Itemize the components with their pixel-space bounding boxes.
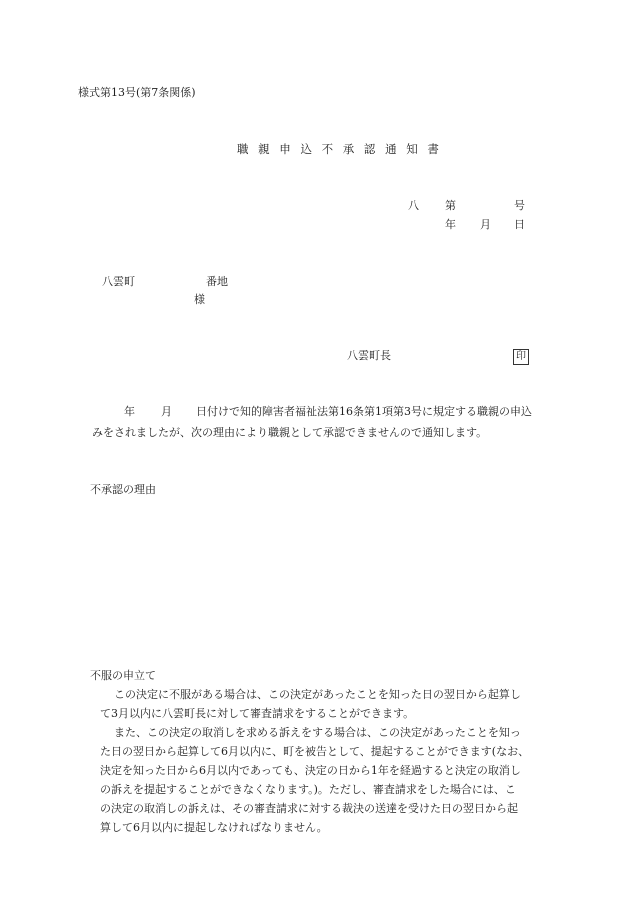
appeal-line-7: の決定の取消しの訴えは、その審査請求に対する裁決の送達を受けた日の翌日から起 [100, 802, 518, 815]
recipient-town: 八雲町 [102, 275, 135, 288]
appeal-heading: 不服の申立て [90, 669, 156, 682]
issuer-name: 八雲町長 [347, 349, 391, 362]
date-year: 年 [445, 218, 456, 231]
document-title: 職 親 申 込 不 承 認 通 知 書 [237, 142, 442, 156]
body-year: 年 [124, 405, 135, 418]
reason-heading: 不承認の理由 [90, 483, 156, 496]
seal-mark: 印 [513, 349, 529, 365]
appeal-line-1: この決定に不服がある場合は、この決定があったことを知った日の翌日から起算し [114, 688, 521, 701]
appeal-line-2: て3月以内に八雲町長に対して審査請求をすることができます。 [100, 707, 415, 720]
appeal-line-3: また、この決定の取消しを求める訴えをする場合は、この決定があったことを知っ [114, 726, 521, 739]
doc-number-dai: 第 [445, 199, 456, 212]
doc-number-prefix: 八 [408, 199, 419, 212]
date-day: 日 [514, 218, 525, 231]
body-line-2: みをされましたが、次の理由により職親として承認できませんので通知します。 [92, 426, 488, 439]
recipient-sama: 様 [194, 293, 205, 306]
form-number: 様式第13号(第7条関係) [78, 86, 196, 99]
body-month: 月 [161, 405, 172, 418]
appeal-line-4: た日の翌日から起算して6月以内に、町を被告として、提起することができます(なお、 [100, 745, 530, 758]
body-line-1: 日付けで知的障害者福祉法第16条第1項第3号に規定する職親の申込 [196, 405, 532, 418]
recipient-banchi: 番地 [206, 275, 228, 288]
appeal-line-8: 算して6月以内に提起しなければなりません。 [100, 821, 328, 834]
doc-number-go: 号 [514, 199, 525, 212]
appeal-line-6: の訴えを提起することができなくなります。)。ただし、審査請求をした場合には、こ [100, 783, 516, 796]
date-month: 月 [480, 218, 491, 231]
appeal-line-5: 決定を知った日から6月以内であっても、決定の日から1年を経過すると決定の取消し [100, 764, 521, 777]
